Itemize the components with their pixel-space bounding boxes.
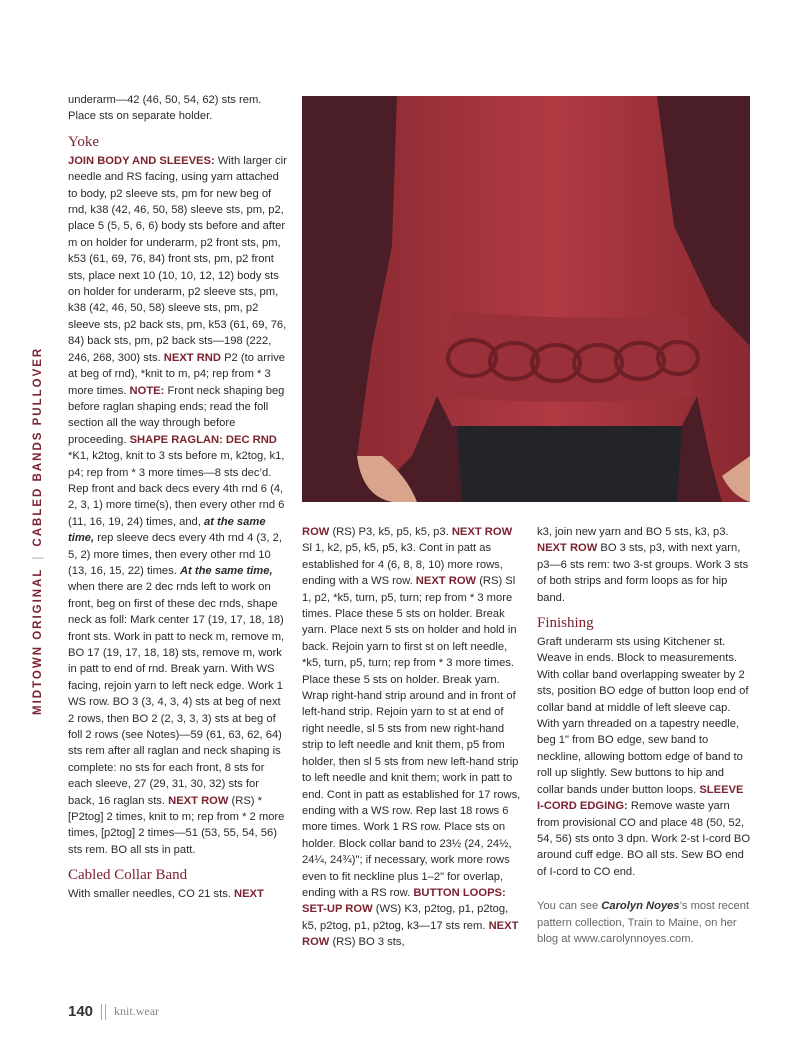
column-1 (68, 92, 288, 903)
finishing-heading: Finishing (537, 615, 594, 632)
finishing-instructions (537, 634, 753, 880)
shape-text-3: when there are 2 dec rnds left to work on front, beg on first of these dec rnds, shape neck as foll: Mark center 17 (19, 17, 18, 18) front sts. Work in patt to neck m, remove m, BO 17 (19, 17, 18, 18) sts, remove m, work in patt to end of rnd. Break yarn. With WS facing, rejoin yarn to left neck edge. Work 1 WS row. BO 3 (3, 4, 3, 4) sts at beg of next 2 rows, then BO 2 (2, 3, 3, 3) sts at beg of foll 2 rows (see Notes)—59 (61, 63, 62, 64) sts rem after all raglan and neck shaping is complete: no sts for each front, 8 sts for each sleeve, 27 (29, 31, 30, 32) sts for back, 16 raglan sts. (68, 581, 285, 807)
side-label-section: MIDTOWN ORIGINAL (32, 567, 44, 715)
col2-lead-3: NEXT ROW (415, 575, 477, 588)
collar-next: NEXT (234, 888, 264, 901)
sweater-illustration (302, 96, 750, 502)
col3-text-4: Remove waste yarn from provisional CO and place 48 (50, 52, 54, 56) sts onto 3 dpn. Work 2-st I-cord BO around cuff edge. BO all sts. Sew BO end of I-cord to CO end. (537, 800, 751, 878)
yoke-heading: Yoke (68, 133, 99, 150)
next-row-text: (RS) *[P2tog] 2 times, knit to m; rep from * 2 more times, [p2tog] 2 times—51 (53, 55, 54, 56) sts rem. BO all sts in patt. (68, 794, 285, 856)
loops-instructions (537, 524, 753, 606)
row-lead: ROW (302, 526, 330, 538)
col2-text-5: (RS) BO 3 sts, (329, 936, 405, 949)
col2-text-3: (RS) Sl 1, p2, *k5, turn, p5, turn; rep from * 3 more times. Place these 5 sts on holder. Break yarn. Place next 5 sts on holder and hold in back. Rejoin yarn to first st on left needle, *k5, turn, p5, turn; rep from * 3 more times. Place these 5 sts on holder. Break yarn. Wrap right-hand strip around and in front of left-hand strip. Rejoin yarn to st at end of right needle, sl 5 sts from new right-hand strip to left needle and knit them, p5 from holder, then sl 5 sts from new left-hand strip to left needle and knit them; work in patt to end. Cont in patt as established for 17 rows, ending with a WS row. Rep last 18 rows 6 more times. Work 1 RS row. Place sts on holder. Block collar band to 23½ (24, 24½, 24¼, 24¾)"; if necessary, work more rows even to fit neckline plus 1–2" for overlap, ending with a RS row. (302, 575, 521, 899)
note-lead: NOTE: (129, 384, 165, 397)
yoke-instructions (68, 153, 288, 858)
footer-divider (101, 1004, 102, 1020)
collar-instructions (302, 524, 522, 951)
column-2 (302, 524, 522, 951)
same-time-1: at the same time, (68, 515, 266, 545)
next-row-lead: NEXT ROW (168, 794, 229, 807)
intro-text: underarm—42 (46, 50, 54, 62) sts rem. Place sts on separate holder. (68, 94, 262, 123)
sweater-photo (302, 96, 750, 502)
credit-post: ’s most recent pattern collection, Train to Maine, on her blog at www.carolynnoyes.com. (537, 900, 750, 945)
shape-lead: SHAPE RAGLAN: DEC RND (129, 433, 277, 446)
note-text: Front neck shaping beg before raglan shaping ends; read the foll section all the way through before proceeding. (68, 384, 285, 446)
col3-text-2: BO 3 sts, p3, with next yarn, p3—6 sts rem: two 3-st groups. Work 3 sts of both strips and form loops as for hip band. (537, 542, 749, 604)
col2-text-4: (WS) K3, p2tog, p1, p2tog, k5, p2tog, p1, p2tog, k3—17 sts rem. (302, 903, 509, 932)
join-lead: JOIN BODY AND SLEEVES: (68, 154, 215, 167)
side-label-divider: | (32, 554, 44, 560)
next-rnd-text: P2 (to arrive at beg of rnd), *knit to m, p4; rep from * 3 more times. (68, 351, 286, 397)
button-loops-lead: BUTTON LOOPS: SET-UP ROW (302, 886, 506, 916)
join-text: With larger cir needle and RS facing, using yarn attached to body, p2 sleeve sts, pm for new beg of rnd, k38 (42, 46, 50, 58) sleeve sts, pm, p2, place 5 (5, 5, 6, 6) body sts before and after m on holder for underarm, p2 front sts, pm, k53 (61, 69, 76, 84) front sts, pm, p2 front sts, place next 10 (10, 10, 12, 12) body sts on holder for underarm, p2 sleeve sts, pm, k38 (42, 46, 50, 58) sleeve sts, pm, p2 sleeve sts, p2 back sts, pm, k53 (61, 69, 76, 84) back sts, pm, p2 back sts—198 (222, 246, 268, 300) sts. (68, 154, 287, 364)
col2-lead-5: NEXT ROW (302, 919, 519, 949)
col2-text-2: Sl 1, k2, p5, k5, p5, k3. Cont in patt as established for 4 (6, 8, 8, 10) more rows, ending with a WS row. (302, 542, 503, 588)
cable-band (442, 311, 692, 402)
col3-lead-2: NEXT ROW (537, 542, 598, 555)
magazine-name: knit.wear (114, 1004, 160, 1018)
same-time-2: At the same time, (179, 564, 273, 577)
designer-name: Carolyn Noyes (601, 900, 680, 913)
side-label (28, 335, 48, 715)
jeans (457, 426, 682, 502)
designer-credit (537, 898, 753, 947)
col2-text-1: (RS) P3, k5, p5, k5, p3. (329, 526, 452, 538)
col3-text-1: k3, join new yarn and BO 5 sts, k3, p3. (537, 526, 729, 538)
page-footer (68, 1003, 159, 1020)
side-label-pattern: CABLED BANDS PULLOVER (32, 346, 44, 547)
collar-heading: Cabled Collar Band (68, 867, 188, 884)
page-number: 140 (68, 1003, 94, 1020)
credit-pre: You can see (537, 900, 602, 913)
shape-text-2: rep sleeve decs every 4th rnd 4 (3, 2, 5, 2) more times, then every other rnd 10 (13, 16, 15, 22) times. (68, 532, 282, 577)
footer-divider-2 (105, 1004, 106, 1020)
shape-text: *K1, k2tog, knit to 3 sts before m, k2tog, k1, p4; rep from * 3 more times—8 sts dec’d. Rep front and back decs every 4th rnd 6 (4, 2, 3, 1) more time(s), then every other rnd 6 (11, 16, 19, 24) times, and, (68, 450, 285, 528)
col2-lead-2: NEXT ROW (451, 526, 513, 538)
sleeve-icord-lead: SLEEVE I-CORD EDGING: (537, 783, 744, 813)
collar-text-body: With smaller needles, CO 21 sts. (68, 888, 235, 901)
collar-text (68, 886, 288, 902)
col3-text-3: Graft underarm sts using Kitchener st. Weave in ends. Block to measurements. With collar band overlapping sweater by 2 sts, position BO edge of button loop end of collar band at middle of left sleeve cap. With yarn threaded on a tapestry needle, beg 1" from BO edge, sew band to neckline, allowing bottom edge of band to roll up slightly. Sew buttons to hip and collar bands under button loops. (537, 636, 749, 796)
column-3 (537, 524, 753, 947)
next-rnd-lead: NEXT RND (163, 351, 221, 364)
